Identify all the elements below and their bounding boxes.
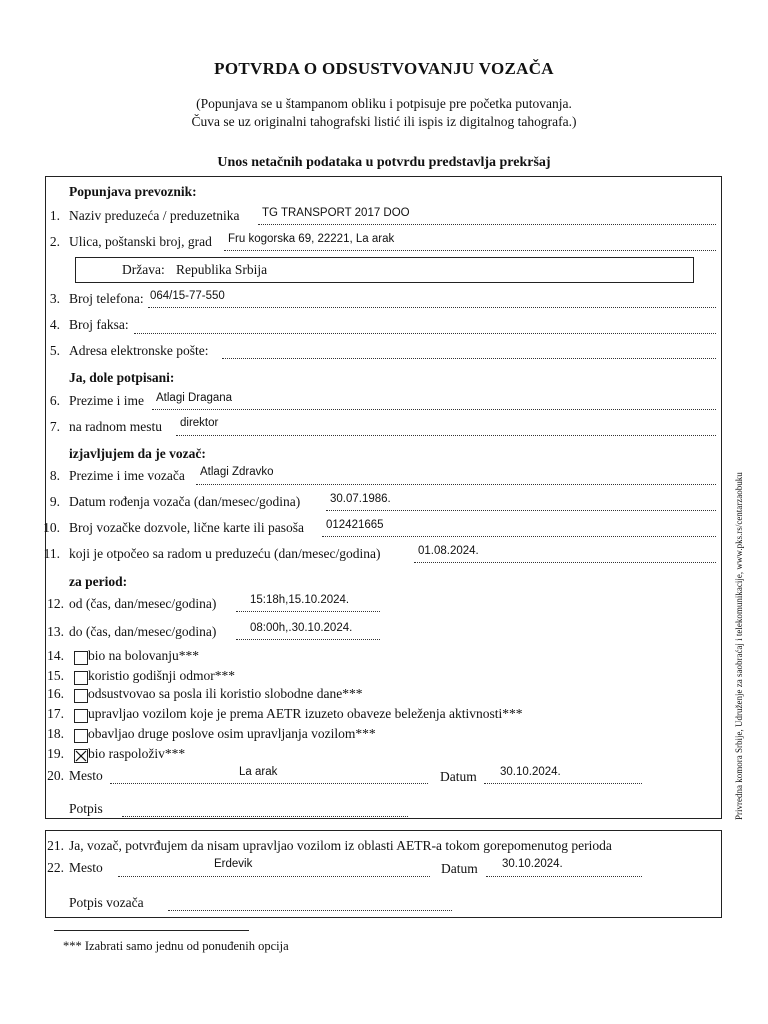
- field-5-label: Adresa elektronske pošte:: [69, 343, 209, 358]
- driver-signature-line[interactable]: [168, 910, 452, 911]
- field-21-label: Ja, vozač, potvrđujem da nisam upravljao vozilom iz oblasti AETR-a tokom gorepomenutog perioda: [69, 838, 612, 853]
- field-7-line: [176, 435, 716, 436]
- field-20-number: 20.: [47, 768, 64, 783]
- field-8-line: [196, 484, 716, 485]
- side-publisher-text: Privredna komora Srbije, Udruženje za saobraćaj i telekomunikacije, www.pks.rs/centarzaobuku: [734, 472, 744, 820]
- field-13-number: 13.: [47, 624, 64, 639]
- footnote-divider: [54, 930, 249, 931]
- company-name-value[interactable]: TG TRANSPORT 2017 DOO: [262, 207, 410, 219]
- option-number: 17.: [47, 706, 64, 721]
- field-3-number: 3.: [49, 291, 60, 306]
- option-number: 19.: [47, 746, 64, 761]
- field-7-number: 7.: [49, 419, 60, 434]
- field-7-label: na radnom mestu: [69, 419, 162, 434]
- option-label: odsustvovao sa posla ili koristio slobodne dane***: [88, 686, 363, 701]
- field-6-number: 6.: [49, 393, 60, 408]
- field-11-label: koji je otpočeo sa radom u preduzeću (dan/mesec/godina): [69, 546, 381, 561]
- field-12-number: 12.: [47, 596, 64, 611]
- field-22-number: 22.: [47, 860, 64, 875]
- field-8-number: 8.: [49, 468, 60, 483]
- employment-start-value[interactable]: 01.08.2024.: [418, 545, 479, 557]
- field-10-line: [322, 536, 716, 537]
- field-12-line: [236, 611, 380, 612]
- fax-input-line[interactable]: [134, 333, 716, 334]
- field-21-number: 21.: [47, 838, 64, 853]
- option-number: 16.: [47, 686, 64, 701]
- driver-signature-label: Potpis vozača: [69, 895, 144, 910]
- address-value[interactable]: Fru kogorska 69, 22221, La arak: [228, 233, 395, 245]
- section-period-heading: za period:: [69, 574, 128, 589]
- option-number: 15.: [47, 668, 64, 683]
- field-22-place-line: [118, 876, 430, 877]
- position-value[interactable]: direktor: [180, 417, 219, 429]
- field-3-line: [148, 307, 716, 308]
- country-box: [75, 257, 694, 283]
- field-11-number: 11.: [43, 546, 60, 561]
- field-3-label: Broj telefona:: [69, 291, 144, 306]
- field-22-date-line: [486, 876, 642, 877]
- field-9-number: 9.: [49, 494, 60, 509]
- field-1-label: Naziv preduzeća / preduzetnika: [69, 208, 240, 223]
- field-20-place-line: [110, 783, 428, 784]
- country-value[interactable]: Republika Srbija: [176, 262, 268, 277]
- option-label: bio na bolovanju***: [88, 648, 199, 663]
- page-title: POTVRDA O ODSUSTVOVANJU VOZAČA: [214, 59, 554, 78]
- option-checkbox[interactable]: [74, 689, 88, 703]
- option-checkbox[interactable]: [74, 651, 88, 665]
- field-2-label: Ulica, poštanski broj, grad: [69, 234, 212, 249]
- option-label: obavljao druge poslove osim upravljanja vozilom***: [88, 726, 376, 741]
- option-checkbox[interactable]: [74, 749, 88, 763]
- section-signed-heading: Ja, dole potpisani:: [69, 370, 175, 385]
- field-22-place-label: Mesto: [69, 860, 103, 875]
- field-2-number: 2.: [49, 234, 60, 249]
- field-2-line: [224, 250, 716, 251]
- driver-place-value[interactable]: Erdevik: [214, 858, 253, 870]
- option-label: upravljao vozilom koje je prema AETR izuzeto obaveze beleženja aktivnosti***: [88, 706, 523, 721]
- date-value[interactable]: 30.10.2024.: [500, 766, 561, 778]
- field-9-line: [326, 510, 716, 511]
- section-carrier-heading: Popunjava prevoznik:: [69, 184, 197, 199]
- field-11-line: [414, 562, 716, 563]
- field-4-label: Broj faksa:: [69, 317, 129, 332]
- field-1-line: [258, 224, 716, 225]
- footnote: *** Izabrati samo jednu od ponuđenih opcija: [63, 939, 289, 953]
- field-13-line: [236, 639, 380, 640]
- subtitle-line-1: (Popunjava se u štampanom obliku i potpisuje pre početka putovanja.: [196, 96, 572, 111]
- option-label: bio raspoloživ***: [88, 746, 186, 761]
- phone-value[interactable]: 064/15-77-550: [150, 290, 225, 302]
- email-input-line[interactable]: [222, 358, 716, 359]
- field-6-label: Prezime i ime: [69, 393, 144, 408]
- option-number: 14.: [47, 648, 64, 663]
- option-checkbox[interactable]: [74, 729, 88, 743]
- warning-text: Unos netačnih podataka u potvrdu predstavlja prekršaj: [217, 155, 551, 170]
- field-22-date-label: Datum: [441, 861, 478, 876]
- field-20-place-label: Mesto: [69, 768, 103, 783]
- driver-name-value[interactable]: Atlagi Zdravko: [200, 466, 274, 478]
- field-13-label: do (čas, dan/mesec/godina): [69, 624, 217, 639]
- field-8-label: Prezime i ime vozača: [69, 468, 185, 483]
- field-5-number: 5.: [49, 343, 60, 358]
- signature-label: Potpis: [69, 801, 103, 816]
- option-label: koristio godišnji odmor***: [88, 668, 236, 683]
- subtitle-line-2: Čuva se uz originalni tahografski listić ili ispis iz digitalnog tahografa.): [191, 114, 577, 129]
- section-declare-heading: izjavljujem da je vozač:: [69, 446, 206, 461]
- field-9-label: Datum rođenja vozača (dan/mesec/godina): [69, 494, 301, 509]
- period-from-value[interactable]: 15:18h,15.10.2024.: [250, 594, 350, 606]
- field-1-number: 1.: [49, 208, 60, 223]
- signature-line[interactable]: [122, 816, 408, 817]
- field-12-label: od (čas, dan/mesec/godina): [69, 596, 217, 611]
- license-number-value[interactable]: 012421665: [326, 519, 384, 531]
- option-checkbox[interactable]: [74, 709, 88, 723]
- field-20-date-line: [484, 783, 642, 784]
- driver-date-value[interactable]: 30.10.2024.: [502, 858, 563, 870]
- country-label: Država:: [122, 262, 165, 277]
- option-number: 18.: [47, 726, 64, 741]
- field-10-label: Broj vozačke dozvole, lične karte ili pasoša: [69, 520, 305, 535]
- field-10-number: 10.: [43, 520, 60, 535]
- period-to-value[interactable]: 08:00h,.30.10.2024.: [250, 622, 353, 634]
- field-20-date-label: Datum: [440, 769, 477, 784]
- option-checkbox[interactable]: [74, 671, 88, 685]
- check-x-icon: [75, 750, 87, 762]
- driver-birthdate-value[interactable]: 30.07.1986.: [330, 493, 391, 505]
- signatory-name-value[interactable]: Atlagi Dragana: [156, 392, 233, 404]
- field-6-line: [152, 409, 716, 410]
- place-value[interactable]: La arak: [239, 766, 278, 778]
- field-4-number: 4.: [49, 317, 60, 332]
